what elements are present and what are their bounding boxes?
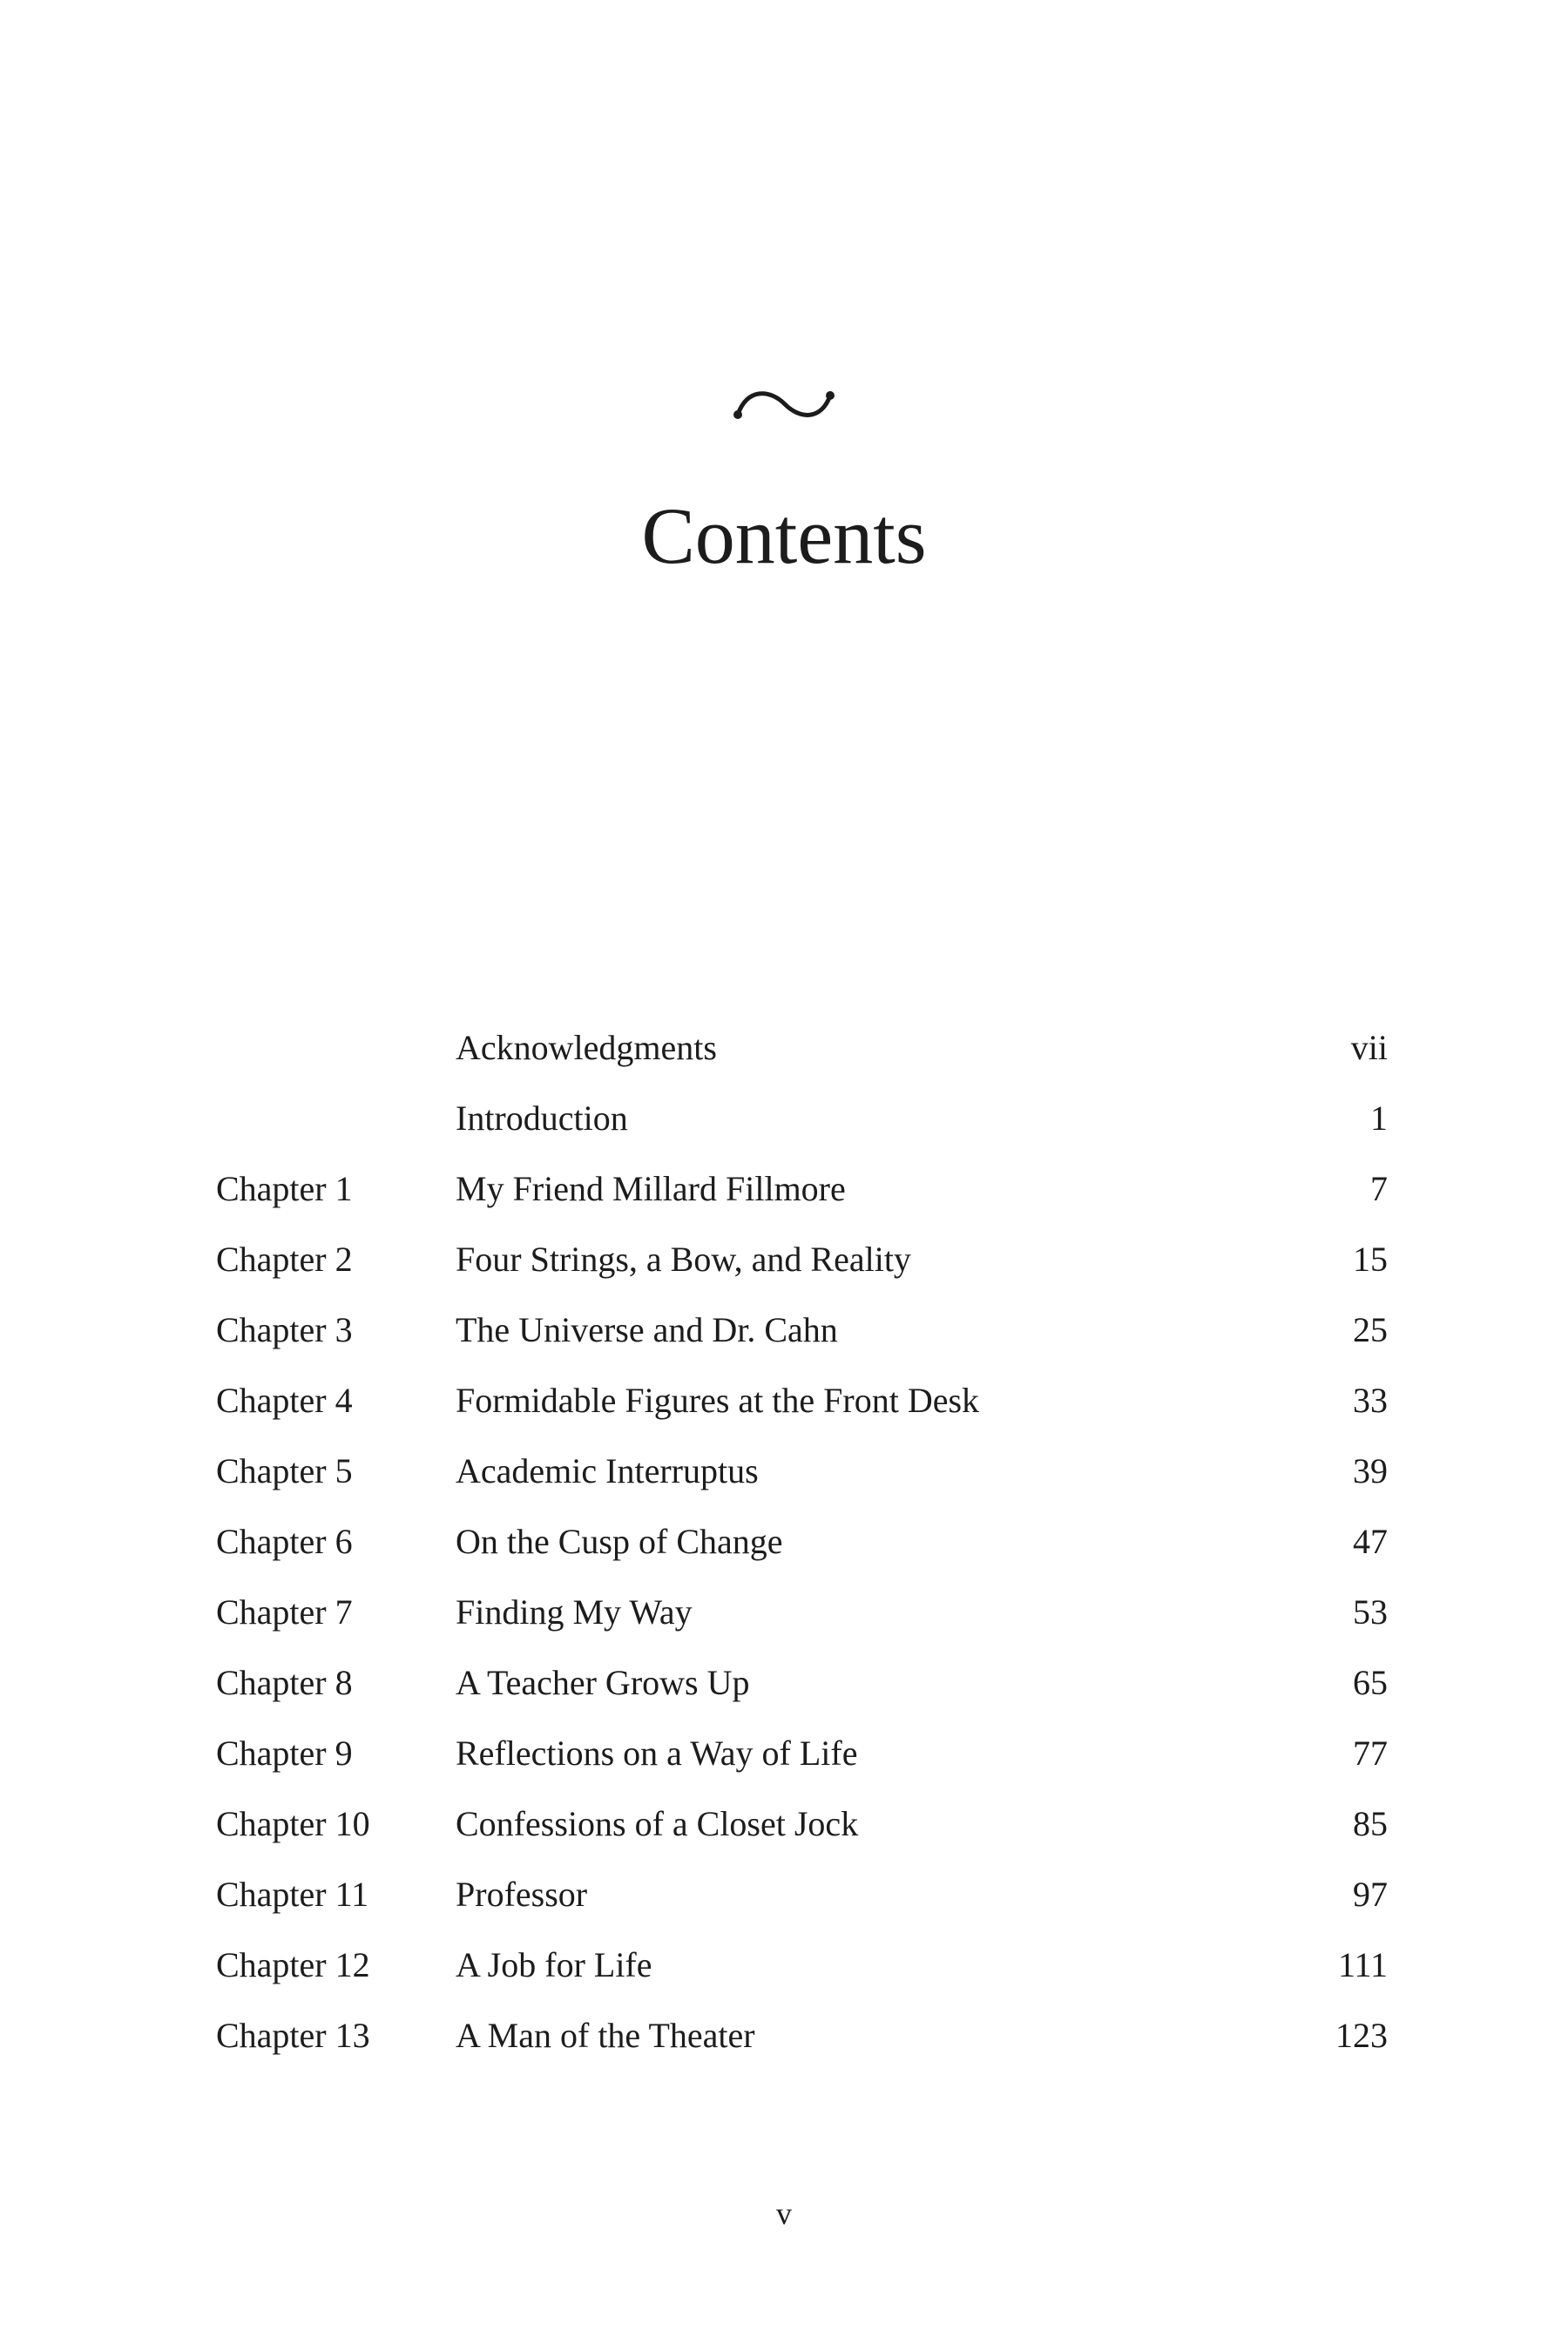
- toc-entry-chapter-5[interactable]: [216, 1436, 1388, 1506]
- toc-entry-title: The Universe and Dr. Cahn: [456, 1310, 838, 1349]
- toc-entry-title: My Friend Millard Fillmore: [456, 1169, 846, 1208]
- toc-entry-chapter-11[interactable]: [216, 1859, 1388, 1930]
- toc-entry-label: Chapter 8: [216, 1663, 353, 1702]
- toc-entry-title: On the Cusp of Change: [456, 1522, 783, 1561]
- toc-entry-page: 39: [1353, 1451, 1388, 1490]
- toc-entry-page: 1: [1370, 1098, 1388, 1138]
- toc-entry-chapter-3[interactable]: [216, 1294, 1388, 1365]
- toc-entry-title: Reflections on a Way of Life: [456, 1734, 858, 1773]
- toc-entry-chapter-1[interactable]: [216, 1153, 1388, 1224]
- toc-entry-page: vii: [1350, 1028, 1388, 1067]
- toc-entry-title: Formidable Figures at the Front Desk: [456, 1381, 980, 1420]
- toc-entry-page: 25: [1353, 1310, 1388, 1349]
- toc-entry-title: A Teacher Grows Up: [456, 1663, 750, 1702]
- toc-entry-page: 65: [1353, 1663, 1388, 1702]
- toc-entry-label: Chapter 12: [216, 1945, 370, 1984]
- toc-entry-label: Chapter 4: [216, 1381, 353, 1420]
- tilde-ornament-icon: [0, 383, 1568, 430]
- toc-entry-page: 15: [1353, 1240, 1388, 1279]
- toc-entry-title: Professor: [456, 1875, 588, 1914]
- toc-entry-page: 47: [1353, 1522, 1388, 1561]
- toc-entry-title: Confessions of a Closet Jock: [456, 1804, 859, 1843]
- table-of-contents: [216, 1012, 1388, 2071]
- toc-entry-label: Chapter 5: [216, 1451, 353, 1490]
- toc-entry-label: Chapter 13: [216, 2016, 370, 2055]
- toc-entry-title: Four Strings, a Bow, and Reality: [456, 1240, 911, 1279]
- toc-entry-page: 123: [1335, 2016, 1388, 2055]
- page-title: Contents: [641, 491, 927, 580]
- toc-entry-chapter-12[interactable]: [216, 1930, 1388, 2000]
- toc-entry-chapter-6[interactable]: [216, 1506, 1388, 1577]
- toc-entry-page: 53: [1353, 1592, 1388, 1632]
- toc-entry-page: 77: [1353, 1734, 1388, 1773]
- toc-entry-chapter-7[interactable]: [216, 1577, 1388, 1647]
- toc-entry-title: Finding My Way: [456, 1592, 693, 1632]
- toc-entry-title: A Job for Life: [456, 1945, 652, 1984]
- toc-entry-label: Chapter 6: [216, 1522, 353, 1561]
- toc-entry-label: Chapter 7: [216, 1592, 353, 1632]
- toc-entry-page: 7: [1370, 1169, 1388, 1208]
- toc-entry-label: Chapter 3: [216, 1310, 353, 1349]
- toc-entry-chapter-13[interactable]: [216, 2000, 1388, 2071]
- toc-entry-label: Chapter 10: [216, 1804, 370, 1843]
- toc-entry-page: 85: [1353, 1804, 1388, 1843]
- toc-entry-label: Chapter 9: [216, 1734, 353, 1773]
- toc-entry-introduction[interactable]: [216, 1083, 1388, 1153]
- toc-entry-acknowledgments[interactable]: [216, 1012, 1388, 1083]
- toc-entry-chapter-8[interactable]: [216, 1647, 1388, 1718]
- toc-entry-label: Chapter 11: [216, 1875, 369, 1914]
- toc-entry-chapter-4[interactable]: [216, 1365, 1388, 1436]
- toc-entry-page: 97: [1353, 1875, 1388, 1914]
- toc-entry-title: Academic Interruptus: [456, 1451, 759, 1490]
- toc-entry-title: Acknowledgments: [456, 1028, 717, 1067]
- toc-entry-title: A Man of the Theater: [456, 2016, 755, 2055]
- page-number: v: [776, 2196, 792, 2231]
- toc-entry-chapter-10[interactable]: [216, 1788, 1388, 1859]
- toc-entry-label: Chapter 2: [216, 1240, 353, 1279]
- toc-entry-title: Introduction: [456, 1098, 628, 1138]
- toc-entry-chapter-9[interactable]: [216, 1718, 1388, 1788]
- toc-entry-page: 33: [1353, 1381, 1388, 1420]
- toc-entry-page: 111: [1337, 1945, 1388, 1984]
- toc-entry-chapter-2[interactable]: [216, 1224, 1388, 1294]
- toc-entry-label: Chapter 1: [216, 1169, 353, 1208]
